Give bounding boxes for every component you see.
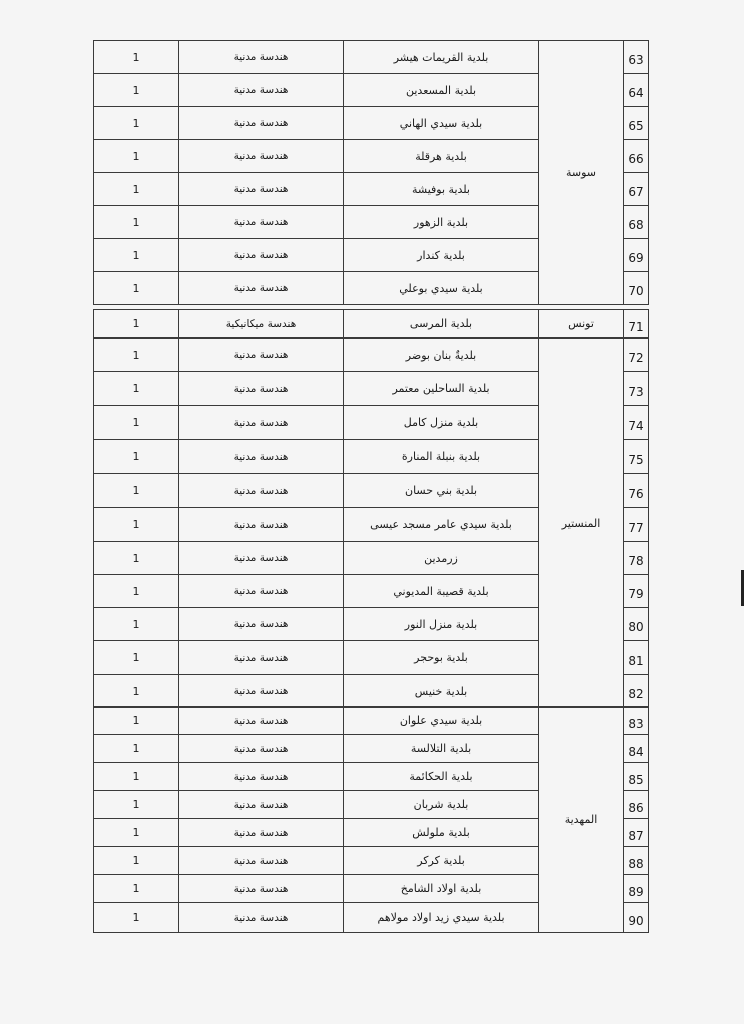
specialty-cell: هندسة مدنية: [179, 440, 344, 474]
municipality-cell: بلدية بوحجر: [344, 641, 539, 675]
municipality-cell: بلدية المسعدين: [344, 74, 539, 107]
municipality-cell: بلديةٌ بنان بوضر: [344, 339, 539, 372]
row-number: 80: [624, 608, 649, 641]
specialty-cell: هندسة مدنية: [179, 508, 344, 542]
count-cell: 1: [94, 107, 179, 140]
specialty-cell: هندسة مدنية: [179, 791, 344, 819]
count-cell: 1: [94, 735, 179, 763]
municipality-cell: بلدية القريمات هيشر: [344, 41, 539, 74]
count-cell: 1: [94, 791, 179, 819]
municipality-cell: بلدية سيدي بوعلي: [344, 272, 539, 305]
municipality-cell: بلدية التلالسة: [344, 735, 539, 763]
municipality-cell: بلدية بوفيشة: [344, 173, 539, 206]
count-cell: 1: [94, 641, 179, 675]
specialty-cell: هندسة مدنية: [179, 339, 344, 372]
governorate-cell: سوسة: [539, 41, 624, 305]
row-number: 73: [624, 372, 649, 406]
table-sousse: [93, 40, 649, 305]
specialty-cell: هندسة مدنية: [179, 641, 344, 675]
table-monastir: [93, 338, 649, 708]
count-cell: 1: [94, 239, 179, 272]
row-number: 70: [624, 272, 649, 305]
municipality-cell: بلدية بني حسان: [344, 474, 539, 508]
municipality-cell: بلدية الزهور: [344, 206, 539, 239]
count-cell: 1: [94, 41, 179, 74]
row-number: 72: [624, 339, 649, 372]
specialty-cell: هندسة مدنية: [179, 735, 344, 763]
municipality-cell: بلدية المرسى: [344, 310, 539, 338]
specialty-cell: هندسة مدنية: [179, 74, 344, 107]
count-cell: 1: [94, 875, 179, 903]
row-number: 77: [624, 508, 649, 542]
count-cell: 1: [94, 272, 179, 305]
row-number: 87: [624, 819, 649, 847]
row-number: 83: [624, 707, 649, 735]
row-number: 76: [624, 474, 649, 508]
count-cell: 1: [94, 339, 179, 372]
count-cell: 1: [94, 763, 179, 791]
specialty-cell: هندسة مدنية: [179, 847, 344, 875]
row-number: 89: [624, 875, 649, 903]
specialty-cell: هندسة مدنية: [179, 707, 344, 735]
row-number: 67: [624, 173, 649, 206]
specialty-cell: هندسة مدنية: [179, 107, 344, 140]
municipality-cell: بلدية سيدي عامر مسجد عيسى: [344, 508, 539, 542]
row-number: 66: [624, 140, 649, 173]
municipality-cell: بلدية منزل النور: [344, 608, 539, 641]
governorate-cell: المهدية: [539, 707, 624, 933]
governorate-cell: المنستير: [539, 339, 624, 708]
row-number: 65: [624, 107, 649, 140]
count-cell: 1: [94, 406, 179, 440]
count-cell: 1: [94, 608, 179, 641]
row-number: 75: [624, 440, 649, 474]
table-row: [94, 707, 649, 735]
count-cell: 1: [94, 74, 179, 107]
specialty-cell: هندسة مدنية: [179, 903, 344, 933]
specialty-cell: هندسة مدنية: [179, 819, 344, 847]
municipality-cell: بلدية اولاد الشامخ: [344, 875, 539, 903]
specialty-cell: هندسة مدنية: [179, 763, 344, 791]
row-number: 63: [624, 41, 649, 74]
municipality-cell: بلدية سيدي زيد اولاد مولاهم: [344, 903, 539, 933]
count-cell: 1: [94, 542, 179, 575]
count-cell: 1: [94, 372, 179, 406]
row-number: 69: [624, 239, 649, 272]
municipality-cell: بلدية الحكائمة: [344, 763, 539, 791]
row-number: 71: [624, 310, 649, 338]
specialty-cell: هندسة مدنية: [179, 140, 344, 173]
specialty-cell: هندسة مدنية: [179, 173, 344, 206]
municipality-cell: بلدية هرقلة: [344, 140, 539, 173]
municipality-cell: بلدية الساحلين معتمر: [344, 372, 539, 406]
specialty-cell: هندسة مدنية: [179, 575, 344, 608]
count-cell: 1: [94, 903, 179, 933]
count-cell: 1: [94, 173, 179, 206]
specialty-cell: هندسة مدنية: [179, 206, 344, 239]
row-number: 88: [624, 847, 649, 875]
municipality-cell: بلدية ملولش: [344, 819, 539, 847]
municipality-cell: بلدية شربان: [344, 791, 539, 819]
governorate-cell: تونس: [539, 310, 624, 338]
count-cell: 1: [94, 847, 179, 875]
table-row: [94, 41, 649, 74]
specialty-cell: هندسة مدنية: [179, 406, 344, 440]
municipality-cell: بلدية كندار: [344, 239, 539, 272]
count-cell: 1: [94, 440, 179, 474]
count-cell: 1: [94, 675, 179, 708]
count-cell: 1: [94, 575, 179, 608]
specialty-cell: هندسة ميكانيكية: [179, 310, 344, 338]
count-cell: 1: [94, 140, 179, 173]
count-cell: 1: [94, 310, 179, 338]
count-cell: 1: [94, 508, 179, 542]
table-row: [94, 310, 649, 338]
row-number: 85: [624, 763, 649, 791]
row-number: 74: [624, 406, 649, 440]
row-number: 84: [624, 735, 649, 763]
municipality-cell: بلدية سيدي الهاني: [344, 107, 539, 140]
municipality-cell: بلدية كركر: [344, 847, 539, 875]
count-cell: 1: [94, 474, 179, 508]
specialty-cell: هندسة مدنية: [179, 875, 344, 903]
municipality-cell: بلدية خنيس: [344, 675, 539, 708]
municipality-cell: بلدية قصيبة المديوني: [344, 575, 539, 608]
municipality-cell: زرمدين: [344, 542, 539, 575]
specialty-cell: هندسة مدنية: [179, 272, 344, 305]
table-row: [94, 339, 649, 372]
specialty-cell: هندسة مدنية: [179, 675, 344, 708]
row-number: 82: [624, 675, 649, 708]
count-cell: 1: [94, 819, 179, 847]
specialty-cell: هندسة مدنية: [179, 41, 344, 74]
specialty-cell: هندسة مدنية: [179, 542, 344, 575]
row-number: 81: [624, 641, 649, 675]
specialty-cell: هندسة مدنية: [179, 372, 344, 406]
specialty-cell: هندسة مدنية: [179, 608, 344, 641]
row-number: 78: [624, 542, 649, 575]
row-number: 64: [624, 74, 649, 107]
row-number: 86: [624, 791, 649, 819]
specialty-cell: هندسة مدنية: [179, 474, 344, 508]
municipality-cell: بلدية بنبلة المنارة: [344, 440, 539, 474]
row-number: 90: [624, 903, 649, 933]
row-number: 68: [624, 206, 649, 239]
municipality-cell: بلدية سيدي علوان: [344, 707, 539, 735]
municipality-cell: بلدية منزل كامل: [344, 406, 539, 440]
count-cell: 1: [94, 707, 179, 735]
table-mahdia: [93, 706, 649, 933]
table-tunis: [93, 309, 649, 338]
specialty-cell: هندسة مدنية: [179, 239, 344, 272]
count-cell: 1: [94, 206, 179, 239]
row-number: 79: [624, 575, 649, 608]
